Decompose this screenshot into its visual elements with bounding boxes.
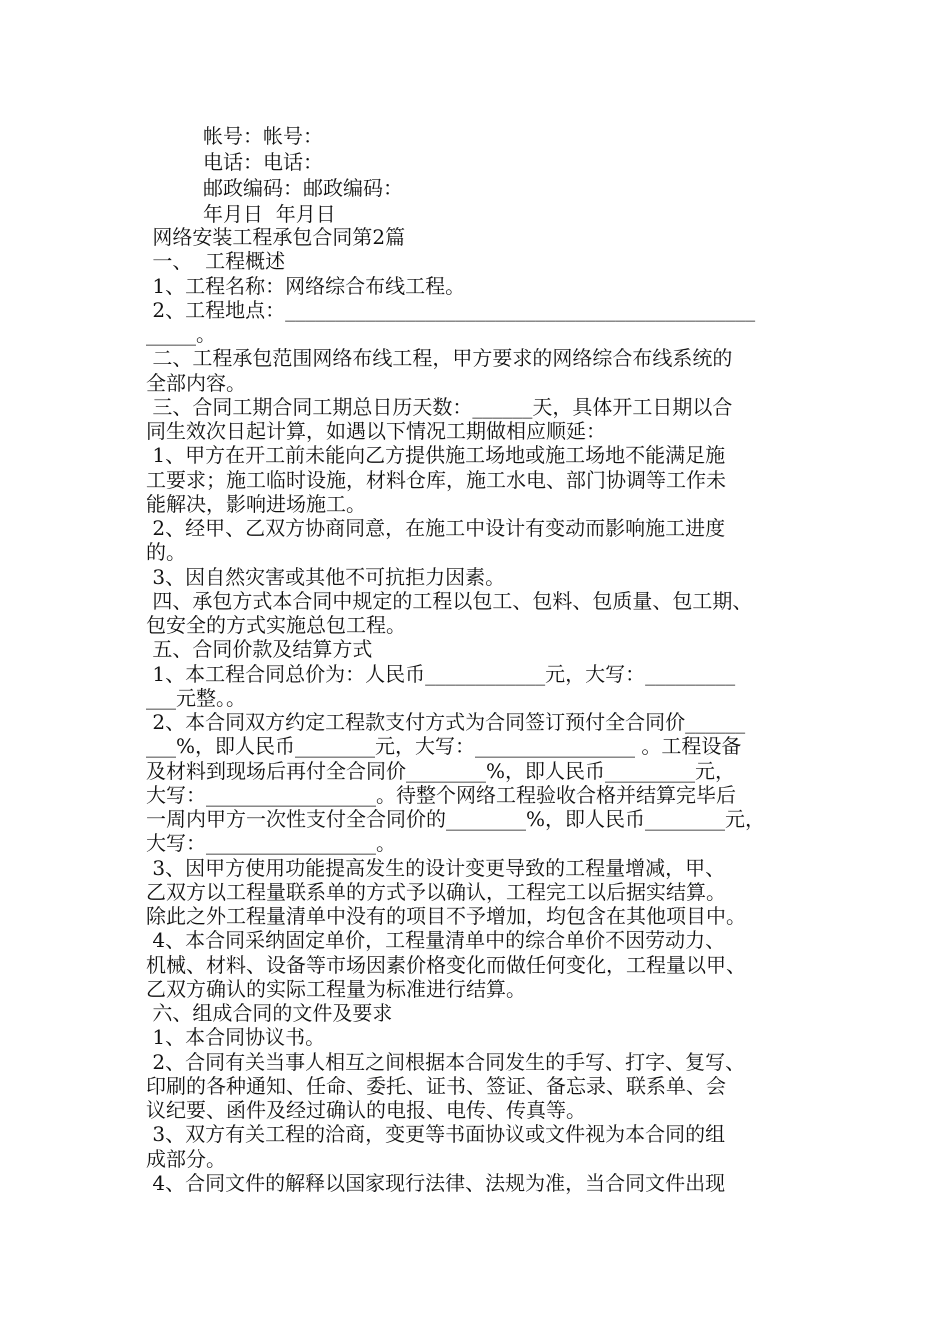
section-heading: 一、 工程概述 xyxy=(146,249,286,274)
text-line: 3、因甲方使用功能提高发生的设计变更导致的工程量增减，甲、 xyxy=(146,855,726,880)
section-heading: 五、合同价款及结算方式 xyxy=(146,637,373,662)
text-line: 乙双方确认的实际工程量为标准进行结算。 xyxy=(146,976,526,1001)
section-heading: 三、合同工期合同工期总日历天数：______天，具体开工日期以合 xyxy=(146,394,733,419)
text-line: ___元整。。 xyxy=(146,685,246,710)
text-line: 2、本合同双方约定工程款支付方式为合同签订预付全合同价______ xyxy=(146,710,746,734)
text-line: 的。 xyxy=(146,540,186,565)
text-line: 4、本合同采纳固定单价，工程量清单中的综合单价不因劳动力、 xyxy=(146,928,726,953)
text-line: 一周内甲方一次性支付全合同价的________%，即人民币________元， xyxy=(146,807,766,831)
text-line: 乙双方以工程量联系单的方式予以确认，工程完工以后据实结算。 xyxy=(146,879,726,904)
text-line: 能解决，影响进场施工。 xyxy=(146,491,366,516)
text-line: 大写：_________________。 xyxy=(146,831,396,856)
text-line: _____。 xyxy=(146,322,216,346)
account-line: 帐号：帐号： xyxy=(203,124,323,148)
text-line: 3、因自然灾害或其他不可抗拒力因素。 xyxy=(146,564,506,589)
text-line: 除此之外工程量清单中没有的项目不予增加，均包含在其他项目中。 xyxy=(146,904,746,928)
date-line: 年月日 年月日 xyxy=(203,202,336,226)
postal-code-line: 邮政编码：邮政编码： xyxy=(203,176,403,200)
text-line: 同生效次日起计算，如遇以下情况工期做相应顺延： xyxy=(146,419,606,443)
text-line: 2、工程地点：_______________________________________________ xyxy=(146,297,756,322)
phone-line: 电话：电话： xyxy=(203,150,323,174)
text-line: 1、本合同协议书。 xyxy=(146,1025,326,1050)
section-heading: 六、组成合同的文件及要求 xyxy=(146,1001,393,1025)
text-line: 大写：_________________。待整个网络工程验收合格并结算完毕后 xyxy=(146,782,736,807)
text-line: 全部内容。 xyxy=(146,370,246,395)
text-line: ___%，即人民币________元，大写：________________ 。工程设备 xyxy=(146,734,742,759)
text-line: 1、本工程合同总价为：人民币____________元，大写：_________ xyxy=(146,661,736,686)
document-title: 网络安装工程承包合同第2篇 xyxy=(146,225,406,249)
contact-info-block xyxy=(203,123,403,227)
text-line: 2、经甲、乙双方协商同意，在施工中设计有变动而影响施工进度 xyxy=(146,516,726,540)
text-line: 1、甲方在开工前未能向乙方提供施工场地或施工场地不能满足施 xyxy=(146,443,726,468)
text-line: 机械、材料、设备等市场因素价格变化而做任何变化，工程量以甲、 xyxy=(146,952,746,977)
text-line: 工要求；施工临时设施，材料仓库，施工水电、部门协调等工作未 xyxy=(146,467,726,492)
section-heading: 二、工程承包范围网络布线工程，甲方要求的网络综合布线系统的 xyxy=(146,346,733,371)
text-line: 印刷的各种通知、任命、委托、证书、签证、备忘录、联系单、会 xyxy=(146,1073,726,1098)
text-line: 及材料到现场后再付全合同价________%，即人民币_________元， xyxy=(146,758,736,783)
section-heading: 四、承包方式本合同中规定的工程以包工、包料、包质量、包工期、 xyxy=(146,588,753,613)
text-line: 3、双方有关工程的洽商，变更等书面协议或文件视为本合同的组 xyxy=(146,1122,726,1147)
text-line: 2、合同有关当事人相互之间根据本合同发生的手写、打字、复写、 xyxy=(146,1049,746,1074)
text-line: 议纪要、函件及经过确认的电报、电传、传真等。 xyxy=(146,1098,586,1122)
text-line: 1、工程名称：网络综合布线工程。 xyxy=(146,273,466,298)
text-line: 包安全的方式实施总包工程。 xyxy=(146,613,406,637)
text-line: 4、合同文件的解释以国家现行法律、法规为准，当合同文件出现 xyxy=(146,1170,726,1195)
contract-body xyxy=(146,225,836,1195)
text-line: 成部分。 xyxy=(146,1146,226,1171)
